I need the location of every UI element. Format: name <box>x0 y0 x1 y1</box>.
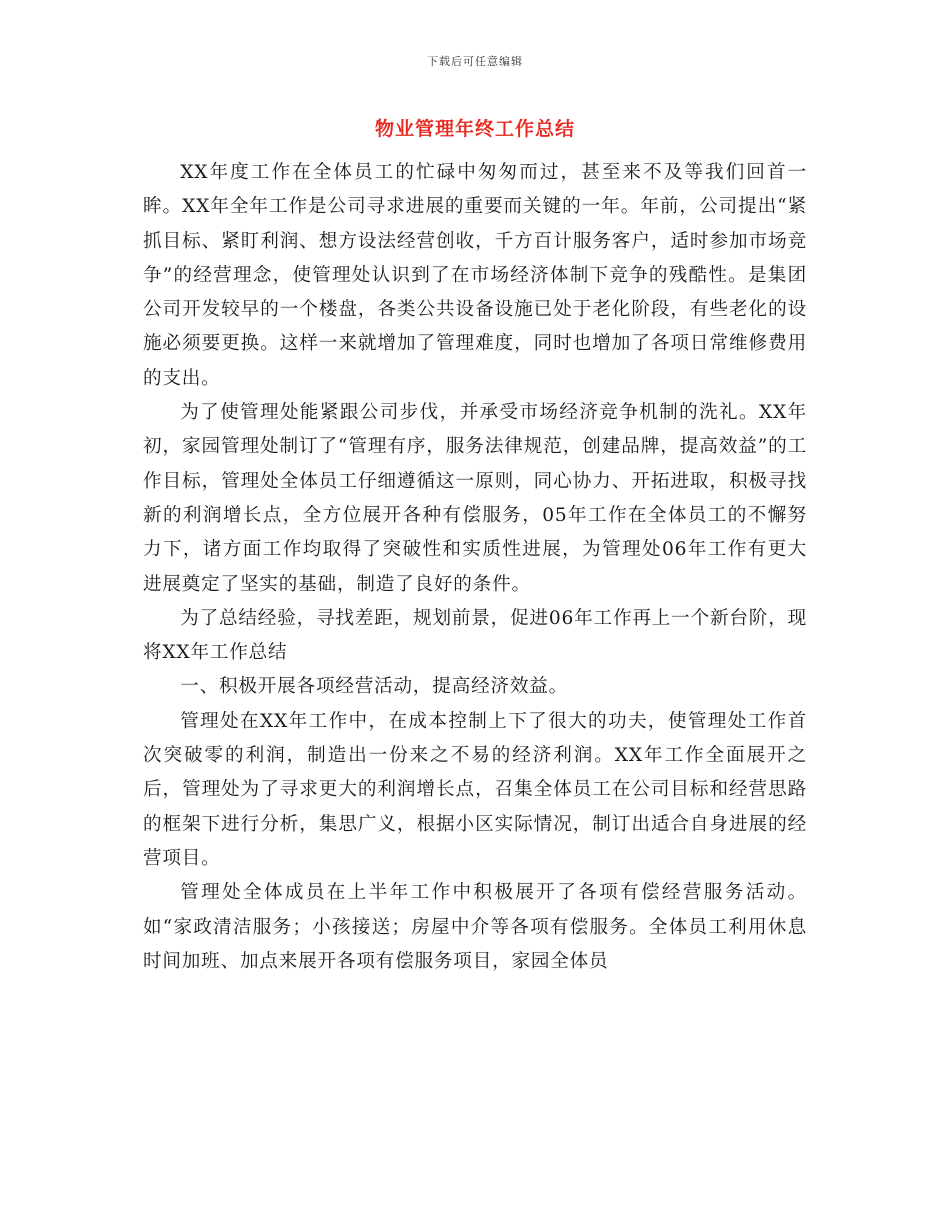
body-paragraph: 管理处全体成员在上半年工作中积极展开了各项有偿经营服务活动。如“家政清洁服务；小孩接送；房屋中介等各项有偿服务。全体员工利用休息时间加班、加点来展开各项有偿服务项目，家园全体员 <box>143 882 807 972</box>
document-body <box>143 156 807 979</box>
body-paragraph: 管理处在XX年工作中，在成本控制上下了很大的功夫，使管理处工作首次突破零的利润，制造出一份来之不易的经济利润。XX年工作全面展开之后，管理处为了寻求更大的利润增长点，召集全体员工在公司目标和经营思路的框架下进行分析，集思广义，根据小区实际情况，制订出适合自身进展的经营项目。 <box>143 710 807 869</box>
body-paragraph: XX年度工作在全体员工的忙碌中匆匆而过，甚至来不及等我们回首一眸。XX年全年工作是公司寻求进展的重要而关键的一年。年前，公司提出“紧抓目标、紧盯利润、想方设法经营创收，千方百计服务客户，适时参加市场竞争”的经营理念，使管理处认识到了在市场经济体制下竞争的残酷性。是集团公司开发较早的一个楼盘，各类公共设备设施已处于老化阶段，有些老化的设施必须要更换。这样一来就增加了管理难度，同时也增加了各项日常维修费用的支出。 <box>143 162 807 389</box>
section-heading: 一、积极开展各项经营活动，提高经济效益。 <box>180 676 569 698</box>
document-title: 物业管理年终工作总结 <box>374 118 575 140</box>
body-paragraph: 为了总结经验，寻找差距，规划前景，促进06年工作再上一个新台阶，现将XX年工作总结 <box>143 607 807 664</box>
header-note: 下载后可任意编辑 <box>427 55 523 68</box>
body-paragraph: 为了使管理处能紧跟公司步伐，并承受市场经济竞争机制的洗礼。XX年初，家园管理处制订了“管理有序，服务法律规范，创建品牌，提高效益”的工作目标，管理处全体员工仔细遵循这一原则，同心协力、开拓进取，积极寻找新的利润增长点，全方位展开各种有偿服务，05年工作在全体员工的不懈努力下，诸方面工作均取得了突破性和实质性进展，为管理处06年工作有更大进展奠定了坚实的基础，制造了良好的条件。 <box>143 402 807 595</box>
